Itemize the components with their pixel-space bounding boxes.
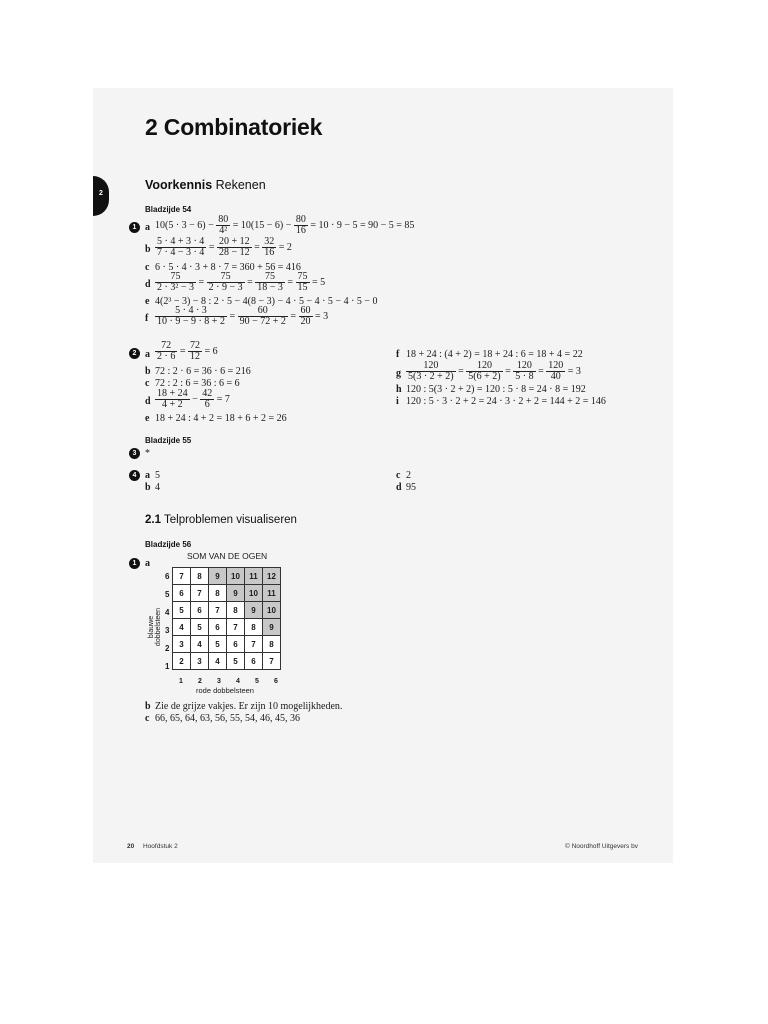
numerator: 120 <box>513 361 535 372</box>
numerator: 72 <box>189 340 200 351</box>
label-f: f <box>396 349 400 360</box>
grid-col-label: 5 <box>255 678 259 685</box>
numerator: 5 · 4 · 3 <box>155 306 227 317</box>
label-a: a <box>145 558 150 569</box>
label-e: e <box>145 413 150 424</box>
ex1b-b: Zie de grijze vakjes. Er zijn 10 mogelijkheden. <box>155 701 343 712</box>
ex1-e: 4(2³ − 3) − 8 : 2 · 5 − 4(8 − 3) − 4 · 5 − 4 · 5 − 4 · 5 − 0 <box>155 296 378 307</box>
section-heading-bold: Voorkennis <box>145 178 213 192</box>
numerator: 120 <box>466 361 502 372</box>
ex2-f: 18 + 24 : (4 + 2) = 18 + 24 : 6 = 18 + 4 = 22 <box>406 349 583 360</box>
ex4-c: 2 <box>406 470 411 481</box>
fraction <box>155 341 177 362</box>
denominator: 90 − 72 + 2 <box>239 316 286 327</box>
grid-cell: 12 <box>263 568 281 585</box>
grid-col-label: 3 <box>217 678 221 685</box>
grid-cell: 7 <box>209 602 227 619</box>
denominator: 4 + 2 <box>162 399 183 410</box>
ex2-a: $\frac{72}{2 \cdot 6}$ = $\frac{72}{12}$ = 6 <box>157 340 218 362</box>
label-g: g <box>396 368 401 379</box>
denominator: 40 <box>550 371 561 382</box>
section-heading-telproblemen <box>145 514 297 526</box>
grid-cell: 6 <box>191 602 209 619</box>
fraction <box>238 306 288 327</box>
ex2-d: $\frac{18 + 24}{4 + 2}$ − $\frac{42}{6}$ = 7 <box>157 388 230 410</box>
fraction <box>188 341 202 362</box>
numerator: 75 <box>297 271 308 282</box>
denominator: 2 · 9 − 3 <box>208 282 243 293</box>
label-c: c <box>145 378 150 389</box>
exercise-number-2: 2 <box>129 348 140 359</box>
exercise-number-4: 4 <box>129 470 140 481</box>
ex1-a-mid: = 10(15 − 6) − <box>230 219 294 231</box>
fraction <box>216 215 230 236</box>
grid-row-label: 4 <box>165 608 170 617</box>
label-e: e <box>145 296 150 307</box>
footer-chapter: Hoofdstuk 2 <box>143 843 178 850</box>
label-d: d <box>145 279 151 290</box>
grid-row <box>173 585 281 602</box>
denominator: 12 <box>189 351 200 362</box>
grid-col-label: 2 <box>198 678 202 685</box>
numerator: 60 <box>238 306 288 317</box>
grid-col-label: 4 <box>236 678 240 685</box>
fraction <box>406 361 456 382</box>
numerator: 80 <box>295 214 306 225</box>
denominator: 5 · 8 <box>515 371 534 382</box>
denominator: 7 · 4 − 3 · 4 <box>157 247 205 258</box>
grid-cell: 5 <box>209 636 227 653</box>
ex1b-c: 66, 65, 64, 63, 56, 55, 54, 46, 45, 36 <box>155 713 300 724</box>
numerator: 72 <box>155 341 177 352</box>
grid-row-label: 1 <box>165 662 170 671</box>
fraction <box>155 237 206 258</box>
label-f: f <box>145 313 149 324</box>
grid-cell: 4 <box>173 619 191 636</box>
grid-cell: 10 <box>245 585 263 602</box>
ex1-d: $\frac{75}{\text{2 · 3² − 3}}$ = $\frac{75}{2 \cdot 9 - 3}$ = $\frac{75}{18 - 3}$ = $\frac{75}{15}$ = 5 <box>157 271 326 293</box>
numerator: 75 <box>255 272 285 283</box>
fraction <box>200 389 214 410</box>
fraction <box>299 306 313 327</box>
numerator: 20 + 12 <box>218 236 250 247</box>
denominator: 18 − 3 <box>257 282 283 293</box>
ex4-b: 4 <box>155 482 160 493</box>
ex3-text: * <box>145 448 150 459</box>
ex2-a-post: = 6 <box>201 345 218 357</box>
numerator: 60 <box>300 305 311 316</box>
grid-cell: 4 <box>191 636 209 653</box>
grid-cell: 11 <box>263 585 281 602</box>
grid-row-label: 5 <box>165 590 170 599</box>
section-heading-rest: Rekenen <box>212 178 266 192</box>
label-c: c <box>145 713 150 724</box>
bladzijde-54: Bladzijde 54 <box>145 205 192 214</box>
ex4-a: 5 <box>155 470 160 481</box>
ex2-e: 18 + 24 : 4 + 2 = 18 + 6 + 2 = 26 <box>155 413 287 424</box>
numerator: 120 <box>548 360 564 371</box>
numerator: 75 <box>207 272 245 283</box>
fraction <box>262 237 276 258</box>
ex2-d-post: = 7 <box>214 393 230 405</box>
ex1-d-post: = 5 <box>309 276 326 288</box>
denominator: 2 · 3² − 3 <box>157 282 194 293</box>
grid-title: SOM VAN DE OGEN <box>187 551 268 561</box>
grid-cell: 8 <box>227 602 245 619</box>
denominator: 10 · 9 − 9 · 8 + 2 <box>157 316 225 327</box>
denominator: 16 <box>264 247 275 258</box>
ex1-b: $\frac{5 \cdot 4 + 3 \cdot 4}{7 \cdot 4 - 3 \cdot 4}$ = $\frac{20 + 12}{28 - 12}$ = $\frac{32}{16}$ = 2 <box>157 236 292 258</box>
grid-row-label: 3 <box>165 626 170 635</box>
denominator: 20 <box>300 316 311 327</box>
ex1-a-pre: 10(5 · 3 − 6) − <box>155 219 217 231</box>
numerator: 5 · 4 + 3 · 4 <box>157 236 205 247</box>
denominator: 5(6 + 2) <box>468 371 501 382</box>
grid-y-title: blauwe dobbelsteen <box>148 607 162 647</box>
fraction <box>155 389 190 410</box>
chapter-title: 2 Combinatoriek <box>145 114 323 140</box>
denominator: 28 − 12 <box>218 247 250 258</box>
exercise-number-1: 1 <box>129 558 140 569</box>
denominator: 16 <box>295 225 306 236</box>
label-a: a <box>145 349 150 360</box>
footer-page-number: 20 <box>127 843 135 850</box>
grid-cell: 8 <box>245 619 263 636</box>
grid-cell: 6 <box>245 653 263 670</box>
grid-cell: 8 <box>191 568 209 585</box>
fraction <box>155 272 196 293</box>
section-heading-bold: 2.1 <box>145 514 161 526</box>
grid-row <box>173 602 281 619</box>
ex1-f: $\frac{5 \cdot 4 \cdot 3}{10 \cdot 9 - 9 \cdot 8 + 2}$ = $\frac{60}{90 - 72 + 2}$ = $\frac{60}{20}$ = 3 <box>157 305 329 327</box>
exercise-number-3: 3 <box>129 448 140 459</box>
grid-row-label: 6 <box>165 572 170 581</box>
bladzijde-56: Bladzijde 56 <box>145 540 192 549</box>
grid-cell: 5 <box>227 653 245 670</box>
grid-cell: 9 <box>263 619 281 636</box>
grid-cell: 7 <box>263 653 281 670</box>
label-a: a <box>145 222 150 233</box>
label-h: h <box>396 384 402 395</box>
fraction <box>255 272 285 293</box>
fraction <box>217 237 252 258</box>
grid-cell: 10 <box>227 568 245 585</box>
grid-x-title: rode dobbelsteen <box>196 686 254 695</box>
grid-cell: 2 <box>173 653 191 670</box>
ex2-i: 120 : 5 · 3 · 2 + 2 = 24 · 3 · 2 + 2 = 144 + 2 = 146 <box>406 396 606 407</box>
fraction <box>207 272 245 293</box>
label-b: b <box>145 482 151 493</box>
numerator: 42 <box>202 388 213 399</box>
grid-row <box>173 636 281 653</box>
grid-cell: 7 <box>191 585 209 602</box>
fraction <box>546 361 565 382</box>
section-heading-rest: Telproblemen visualiseren <box>161 514 297 526</box>
chapter-tab-number: 2 <box>99 190 103 197</box>
bladzijde-55: Bladzijde 55 <box>145 436 192 445</box>
fraction <box>296 272 310 293</box>
ex2-g: $\frac{120}{5(3 \cdot 2 + 2)}$ = $\frac{120}{5(6 + 2)}$ = $\frac{120}{5 \cdot 8}$ = $\frac{120}{40}$ = 3 <box>408 360 581 382</box>
denominator: 15 <box>297 282 308 293</box>
grid-col-label: 1 <box>179 678 183 685</box>
grid-cell: 9 <box>245 602 263 619</box>
dice-sum-grid <box>172 567 281 670</box>
label-d: d <box>145 396 151 407</box>
ex1-c: 6 · 5 · 4 · 3 + 8 · 7 = 360 + 56 = 416 <box>155 262 301 273</box>
label-i: i <box>396 396 399 407</box>
denominator: 4² <box>219 225 228 236</box>
label-b: b <box>145 701 151 712</box>
grid-cell: 5 <box>173 602 191 619</box>
label-c: c <box>145 262 150 273</box>
grid-cell: 4 <box>209 653 227 670</box>
fraction <box>466 361 502 382</box>
ex1-b-post: = 2 <box>276 241 292 253</box>
label-c: c <box>396 470 401 481</box>
grid-cell: 6 <box>173 585 191 602</box>
grid-row <box>173 619 281 636</box>
grid-cell: 6 <box>209 619 227 636</box>
grid-cell: 7 <box>173 568 191 585</box>
grid-cell: 11 <box>245 568 263 585</box>
exercise-number-1: 1 <box>129 222 140 233</box>
ex1-a <box>155 215 414 236</box>
grid-cell: 5 <box>191 619 209 636</box>
grid-cell: 8 <box>209 585 227 602</box>
grid-cell: 3 <box>173 636 191 653</box>
grid-cell: 7 <box>245 636 263 653</box>
numerator: 120 <box>406 361 456 372</box>
ex2-g-post: = 3 <box>565 365 581 377</box>
section-heading-voorkennis <box>145 178 266 192</box>
label-d: d <box>396 482 402 493</box>
label-b: b <box>145 366 151 377</box>
ex4-d: 95 <box>406 482 416 493</box>
ex1-f-post: = 3 <box>312 310 329 322</box>
footer-copyright: © Noordhoff Uitgevers bv <box>565 843 638 850</box>
fraction <box>513 361 535 382</box>
label-b: b <box>145 244 151 255</box>
grid-cell: 7 <box>227 619 245 636</box>
ex1-a-post: = 10 · 9 − 5 = 90 − 5 = 85 <box>307 219 415 231</box>
grid-row <box>173 568 281 585</box>
grid-row <box>173 653 281 670</box>
grid-cell: 10 <box>263 602 281 619</box>
grid-cell: 9 <box>209 568 227 585</box>
numerator: 80 <box>218 214 229 225</box>
denominator: 6 <box>204 399 210 410</box>
grid-cell: 3 <box>191 653 209 670</box>
grid-cell: 8 <box>263 636 281 653</box>
label-a: a <box>145 470 150 481</box>
numerator: 18 + 24 <box>157 388 188 399</box>
grid-cell: 9 <box>227 585 245 602</box>
ex2-c: 72 : 2 : 6 = 36 : 6 = 6 <box>155 378 240 389</box>
numerator: 75 <box>155 272 196 283</box>
fraction <box>155 306 227 327</box>
ex2-b: 72 : 2 · 6 = 36 · 6 = 216 <box>155 366 251 377</box>
numerator: 32 <box>264 236 275 247</box>
denominator: 5(3 · 2 + 2) <box>408 371 454 382</box>
grid-cell: 6 <box>227 636 245 653</box>
ex2-h: 120 : 5(3 · 2 + 2) = 120 : 5 · 8 = 24 · 8 = 192 <box>406 384 586 395</box>
denominator: 2 · 6 <box>157 351 176 362</box>
grid-row-label: 2 <box>165 644 170 653</box>
fraction <box>294 215 308 236</box>
grid-col-label: 6 <box>274 678 278 685</box>
